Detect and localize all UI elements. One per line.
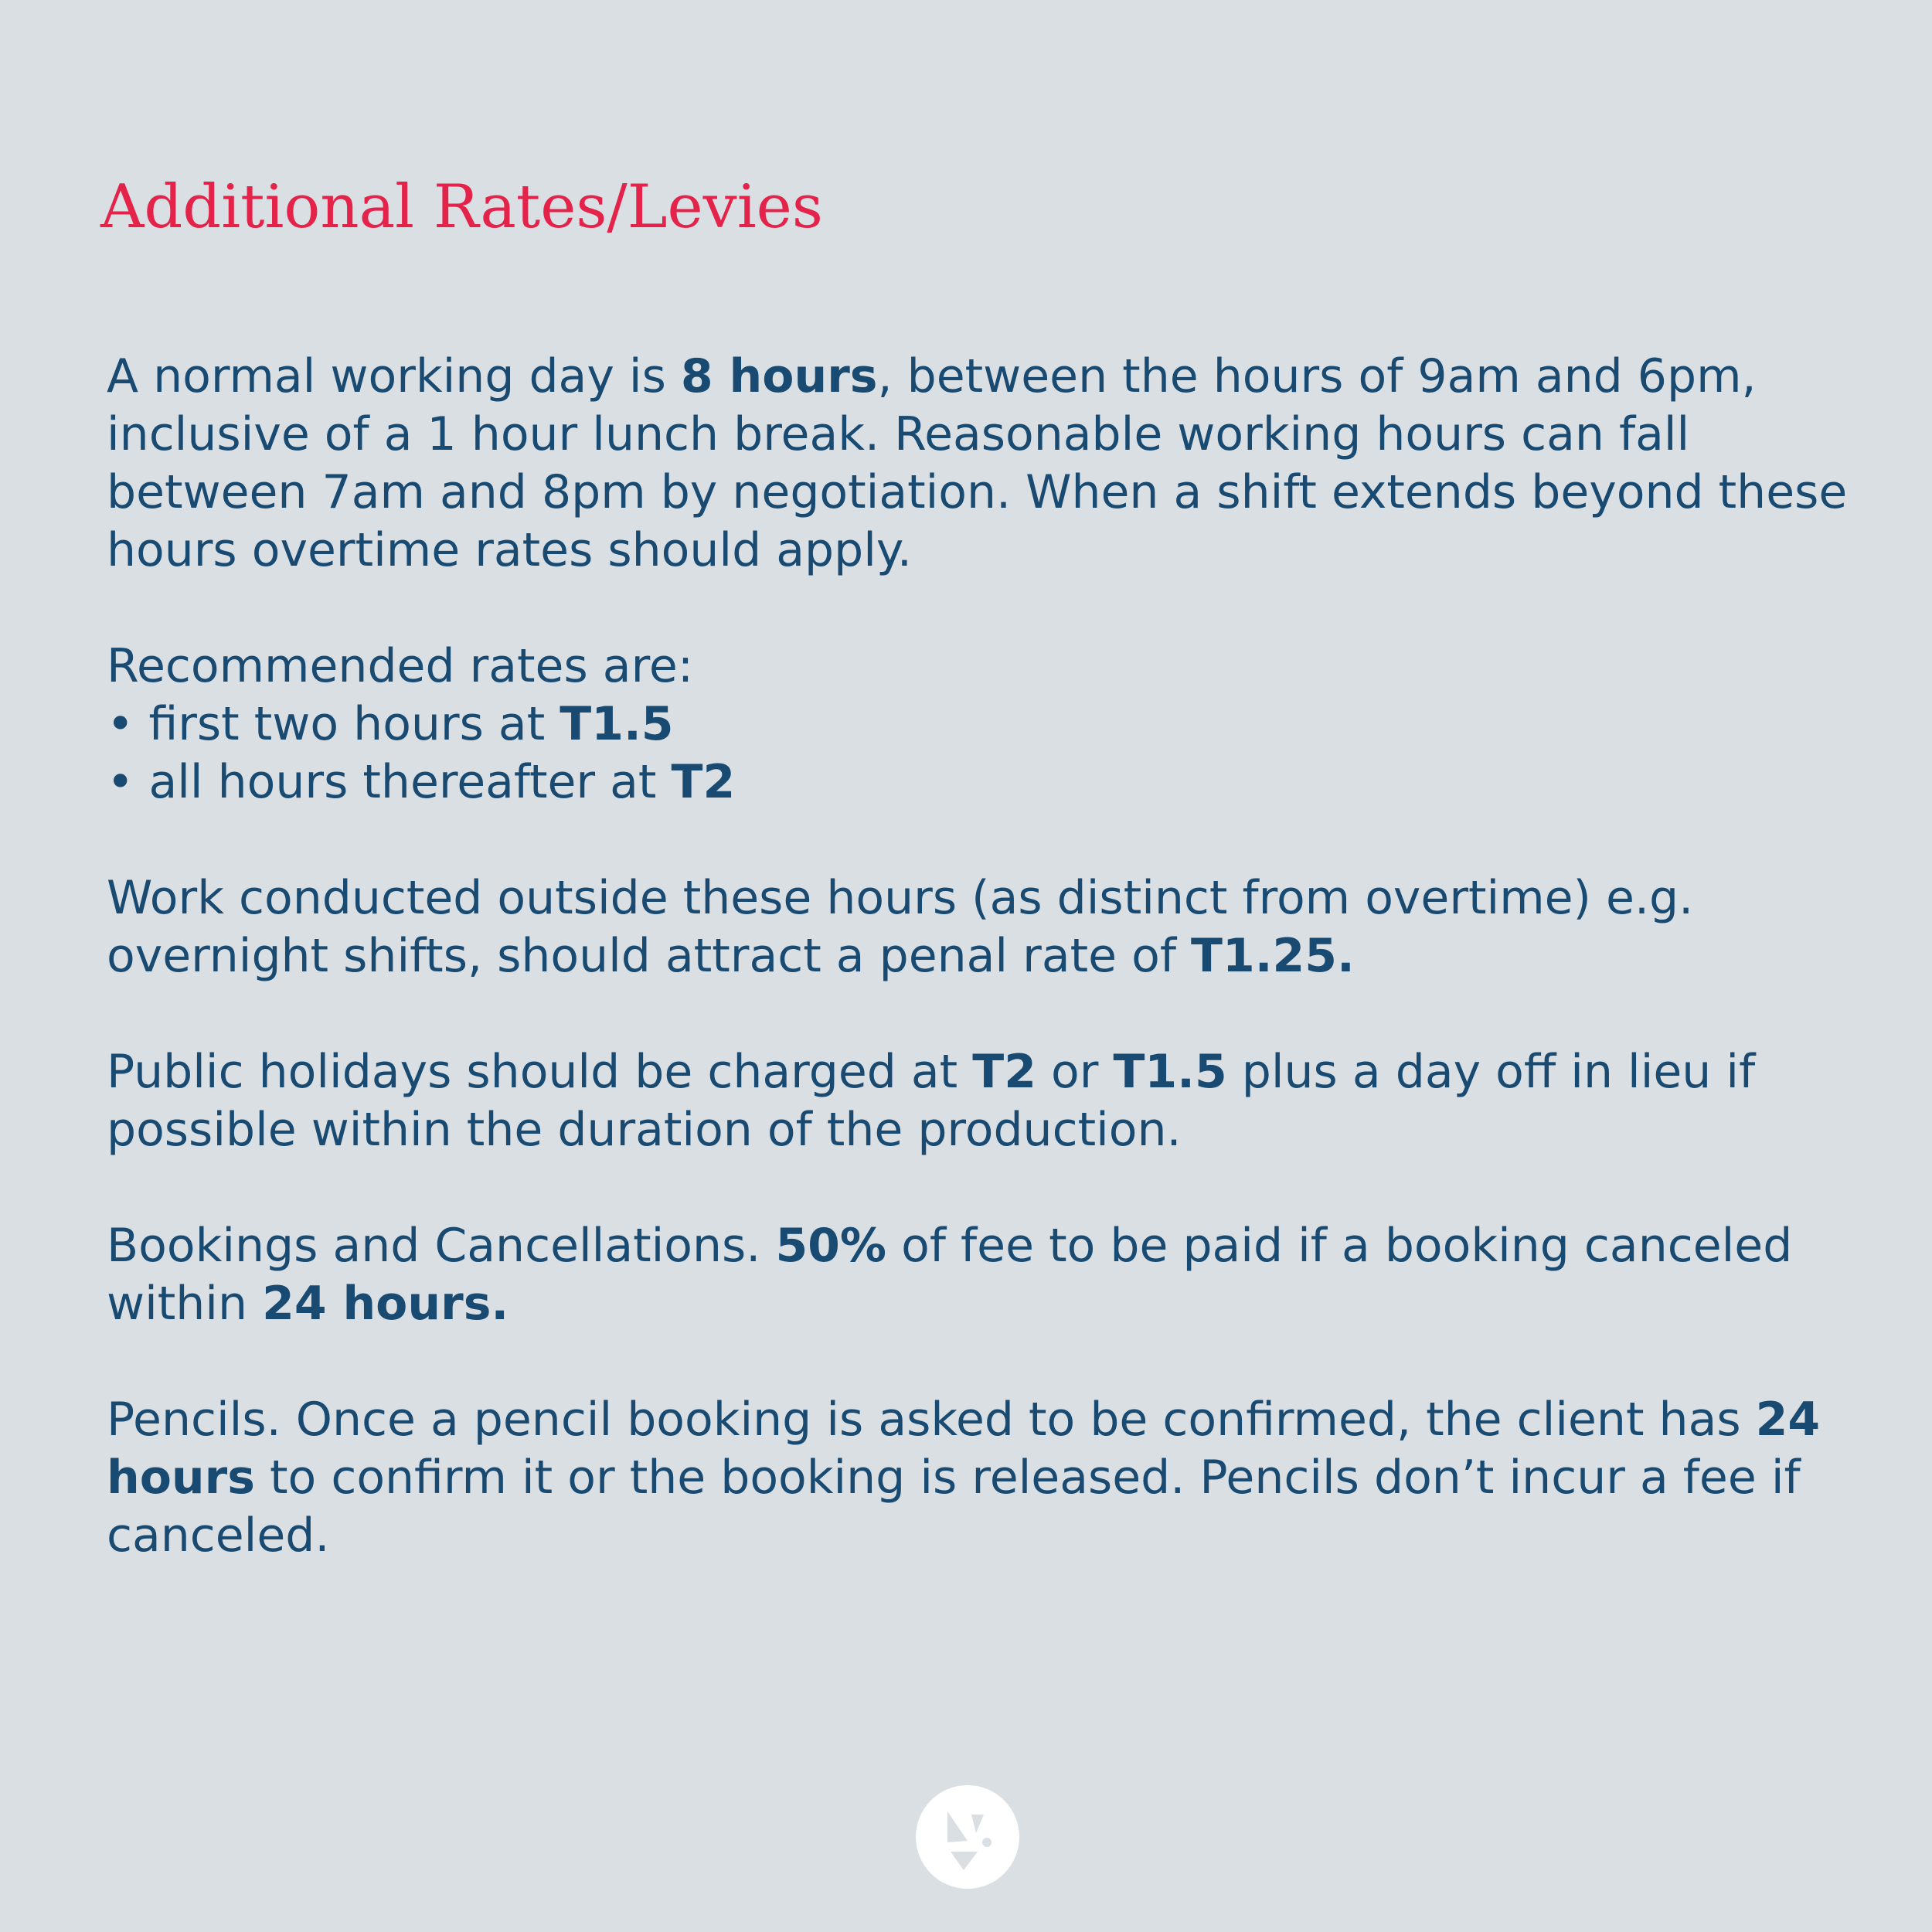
- brand-logo-svg: [916, 1785, 1019, 1889]
- recommended-rates-list: [107, 697, 735, 809]
- list-item-text: • all hours thereafter at: [107, 755, 672, 809]
- public-holidays-paragraph: [107, 1043, 1853, 1159]
- bookings-text-2: of fee to be paid if a booking canceled within: [107, 1219, 1793, 1331]
- page-title: Additional Rates/Levies: [100, 172, 823, 242]
- outside-hours-paragraph: [107, 869, 1853, 985]
- outside-hours-text-1: Work conducted outside these hours (as distinct from overtime) e.g. overnight shifts, should attract a penal rate of: [107, 871, 1694, 983]
- public-holidays-text-1: Public holidays should be charged at: [107, 1045, 973, 1099]
- bookings-bold-1: 50%: [775, 1219, 887, 1273]
- public-holidays-text-2: or: [1036, 1045, 1114, 1099]
- list-item-bold: T2: [671, 755, 736, 809]
- public-holidays-bold-1: T2: [972, 1045, 1036, 1099]
- public-holidays-bold-2: T1.5: [1113, 1045, 1227, 1099]
- bookings-bold-2: 24 hours.: [262, 1277, 509, 1331]
- pencils-bold-1: 24 hours: [107, 1393, 1821, 1505]
- outside-hours-bold-1: T1.25.: [1191, 929, 1355, 983]
- working-day-text-1: A normal working day is: [107, 349, 681, 403]
- pencils-text-2: to confirm it or the booking is released. Pencils don’t incur a fee if canceled.: [107, 1451, 1801, 1563]
- recommended-intro: Recommended rates are:: [107, 639, 694, 693]
- pencils-paragraph: [107, 1391, 1853, 1565]
- content: [107, 348, 1853, 1623]
- working-day-text-2: , between the hours of 9am and 6pm, inclusive of a 1 hour lunch break. Reasonable working hours can fall between 7am and 8pm by negotiation. When a shift extends beyond these hours overtime rates should apply.: [107, 349, 1848, 577]
- bookings-paragraph: [107, 1217, 1853, 1333]
- list-item: [107, 755, 735, 809]
- bookings-text-1: Bookings and Cancellations.: [107, 1219, 776, 1273]
- brand-logo-icon: [916, 1785, 1019, 1889]
- working-day-paragraph: [107, 348, 1853, 580]
- public-holidays-text-3: plus a day off in lieu if possible within the duration of the production.: [107, 1045, 1756, 1157]
- list-item: [107, 697, 674, 751]
- pencils-text-1: Pencils. Once a pencil booking is asked to be confirmed, the client has: [107, 1393, 1756, 1447]
- recommended-rates-paragraph: [107, 638, 1853, 811]
- list-item-text: • first two hours at: [107, 697, 560, 751]
- list-item-bold: T1.5: [560, 697, 674, 751]
- logo-circle: [916, 1785, 1019, 1889]
- working-day-bold-1: 8 hours: [680, 349, 878, 403]
- logo-dot: [982, 1838, 992, 1847]
